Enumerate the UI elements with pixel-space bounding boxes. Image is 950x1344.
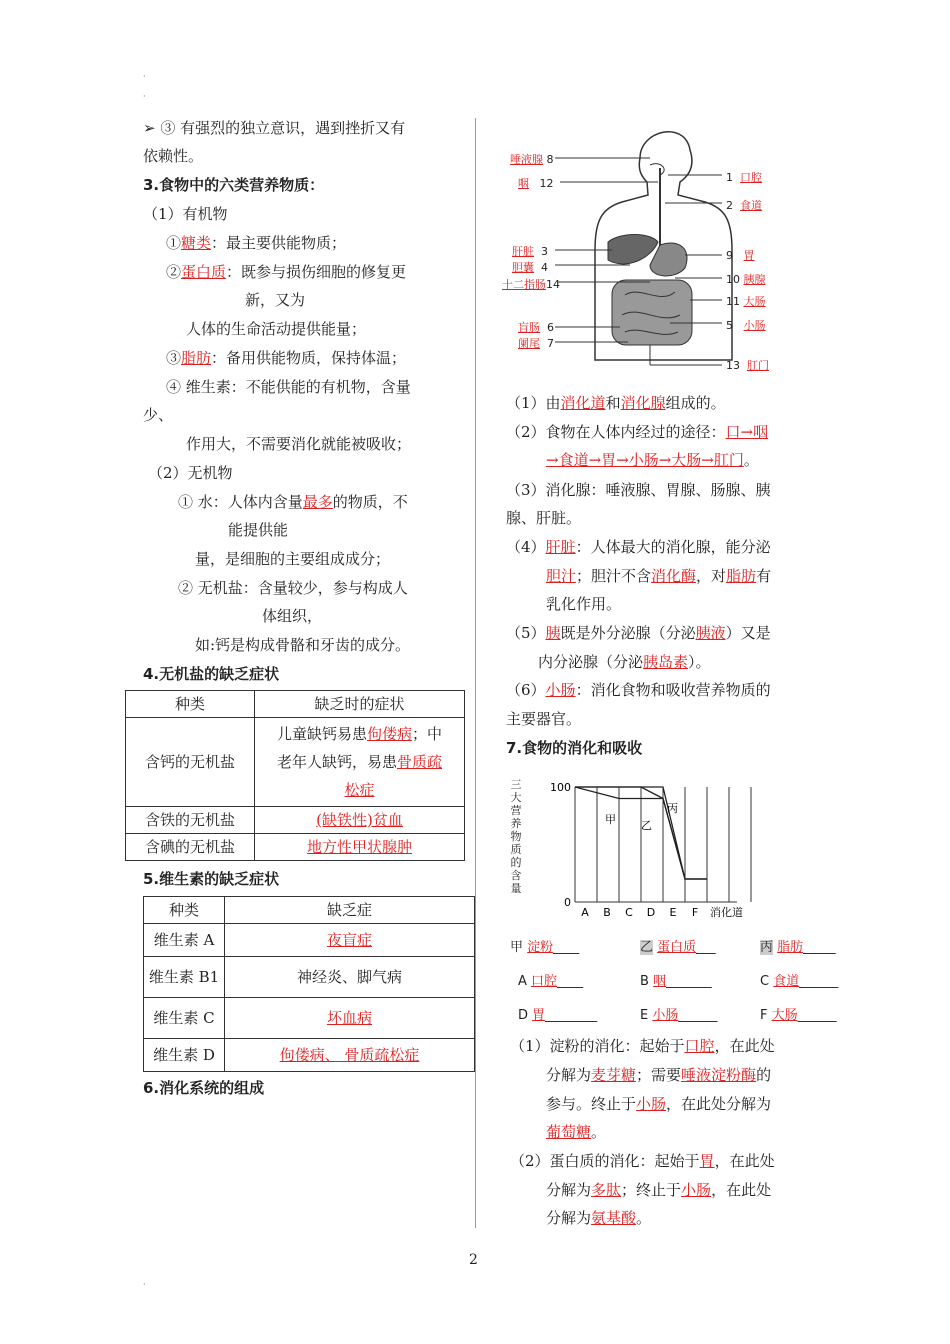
text-line: 少、 bbox=[143, 406, 174, 424]
table-cell: 维生素 D bbox=[144, 1039, 225, 1072]
s1-line: （1）淀粉的消化：起始于口腔，在此处 bbox=[510, 1037, 775, 1055]
q6-line: （6）小肠：消化食物和吸收营养物质的 bbox=[506, 681, 771, 699]
diagram-label: 5 小肠 bbox=[726, 319, 766, 332]
table-cell: 维生素 C bbox=[144, 998, 225, 1039]
column-divider bbox=[475, 118, 476, 1228]
table-cell: 维生素 B1 bbox=[144, 957, 225, 998]
table-cell: 夜盲症 bbox=[225, 924, 475, 957]
q1-line: （1）由消化道和消化腺组成的。 bbox=[506, 394, 726, 412]
table-header: 缺乏症 bbox=[225, 897, 475, 924]
x-tick-label: A bbox=[581, 906, 589, 919]
s1-line: 分解为麦芽糖；需要唾液淀粉酶的 bbox=[546, 1066, 772, 1084]
text-line: 主要器官。 bbox=[506, 710, 582, 728]
legend-item: F 大肠______ bbox=[760, 1008, 837, 1023]
chart-ylabel: 三大营养物质的含量 bbox=[510, 778, 522, 895]
s2-line: 分解为多肽；终止于小肠，在此处 bbox=[546, 1181, 772, 1199]
diagram-label: 肝脏 3 bbox=[512, 245, 548, 258]
vitamin-table bbox=[143, 896, 475, 1072]
x-tick-label: B bbox=[603, 906, 611, 919]
table-cell: 含钙的无机盐 bbox=[126, 718, 255, 807]
diagram-label: 阑尾 7 bbox=[518, 337, 554, 350]
table-cell: 坏血病 bbox=[225, 998, 475, 1039]
text-line: 能提供能 bbox=[228, 521, 289, 539]
legend-item: A 口腔____ bbox=[518, 974, 584, 989]
diagram-label: 9 胃 bbox=[726, 249, 755, 262]
legend-item: 乙 蛋白质___ bbox=[640, 940, 716, 955]
legend-item: E 小肠______ bbox=[640, 1008, 718, 1023]
sugar-line: ①糖类：最主要供能物质； bbox=[166, 234, 347, 252]
text-line: 如:钙是构成骨骼和牙齿的成分。 bbox=[195, 636, 411, 654]
q2-line: →食道→胃→小肠→大肠→肛门。 bbox=[546, 451, 759, 469]
diagram-label: 胆囊 4 bbox=[512, 261, 548, 274]
legend-item: 甲 淀粉____ bbox=[510, 940, 580, 955]
text-line: （3）消化腺：唾液腺、胃腺、肠腺、胰 bbox=[506, 481, 771, 499]
digestion-chart bbox=[505, 775, 765, 925]
text-line: ④ 维生素：不能供能的有机物，含量 bbox=[166, 378, 411, 396]
x-tick-label: E bbox=[669, 906, 677, 919]
mark: · bbox=[143, 72, 146, 81]
mark: · bbox=[143, 92, 146, 101]
s2-line: 分解为氨基酸。 bbox=[546, 1209, 652, 1227]
bullet-item: ➢ ③ 有强烈的独立意识，遇到挫折又有 bbox=[143, 119, 406, 137]
text-line: 作用大，不需要消化就能被吸收； bbox=[186, 435, 412, 453]
diagram-label: 唾液腺 8 bbox=[510, 153, 554, 166]
water-line: ① 水：人体内含量最多的物质，不 bbox=[178, 493, 408, 511]
diagram-label: 2 食道 bbox=[726, 199, 762, 212]
diagram-label: 十二指肠14 bbox=[502, 278, 560, 291]
table-header: 种类 bbox=[126, 691, 255, 718]
diagram-label: 盲肠 6 bbox=[518, 321, 554, 334]
text-line: 依赖性。 bbox=[143, 147, 204, 165]
text-line: 腺、肝脏。 bbox=[506, 509, 582, 527]
table-cell: 儿童缺钙易患佝偻病；中 老年人缺钙，易患骨质疏 松症 bbox=[255, 718, 465, 807]
s1-line: 葡萄糖。 bbox=[546, 1123, 607, 1141]
section-title: 4.无机盐的缺乏症状 bbox=[143, 665, 280, 683]
x-axis-label: 消化道 bbox=[710, 906, 743, 919]
diagram-label: 11 大肠 bbox=[726, 295, 766, 308]
series-label: 甲 bbox=[605, 813, 616, 826]
section-title: 3.食物中的六类营养物质： bbox=[143, 176, 325, 194]
series-label: 丙 bbox=[667, 802, 678, 815]
q4-line: （4）肝脏：人体最大的消化腺，能分泌 bbox=[506, 538, 771, 556]
table-header: 缺乏时的症状 bbox=[255, 691, 465, 718]
q5-line: 内分泌腺（分泌胰岛素）。 bbox=[538, 653, 711, 671]
mark: · bbox=[143, 1280, 146, 1289]
table-cell: 神经炎、脚气病 bbox=[225, 957, 475, 998]
page-number: 2 bbox=[469, 1252, 478, 1268]
x-tick-label: D bbox=[646, 906, 656, 919]
s1-line: 参与。终止于小肠，在此处分解为 bbox=[546, 1095, 772, 1113]
q5-line: （5）胰既是外分泌腺（分泌胰液）又是 bbox=[506, 624, 771, 642]
text-line: 人体的生命活动提供能量； bbox=[186, 320, 367, 338]
series-label: 乙 bbox=[641, 819, 652, 832]
protein-line: ②蛋白质：既参与损伤细胞的修复更 bbox=[166, 263, 407, 281]
q4-line: 胆汁；胆汁不含消化酶，对脂肪有 bbox=[546, 567, 772, 585]
section-title: 7.食物的消化和吸收 bbox=[506, 739, 643, 757]
s2-line: （2）蛋白质的消化：起始于胃，在此处 bbox=[510, 1152, 775, 1170]
table-cell: 含碘的无机盐 bbox=[126, 834, 255, 861]
table-cell: 维生素 A bbox=[144, 924, 225, 957]
table-cell: 地方性甲状腺肿 bbox=[255, 834, 465, 861]
legend-item: D 胃________ bbox=[518, 1008, 598, 1023]
diagram-label: 13 肛门 bbox=[726, 359, 769, 372]
section-title: 5.维生素的缺乏症状 bbox=[143, 870, 280, 888]
y-tick-label: 100 bbox=[550, 781, 571, 794]
table-cell: 佝偻病、 骨质疏松症 bbox=[225, 1039, 475, 1072]
q2-line: （2）食物在人体内经过的途径：口→咽 bbox=[506, 423, 769, 441]
x-tick-label: C bbox=[625, 906, 633, 919]
mineral-table bbox=[125, 690, 465, 861]
text-line: 新，又为 bbox=[245, 291, 306, 309]
diagram-label: 1 口腔 bbox=[726, 171, 762, 184]
diagram-label: 咽 12 bbox=[518, 177, 554, 190]
table-cell: (缺铁性)贫血 bbox=[255, 807, 465, 834]
text-line: （1）有机物 bbox=[143, 205, 228, 223]
diagram-label: 10 胰腺 bbox=[726, 273, 766, 286]
table-header: 种类 bbox=[144, 897, 225, 924]
text-line: 量，是细胞的主要组成成分； bbox=[195, 550, 391, 568]
text-line: 体组织， bbox=[262, 607, 323, 625]
section-title: 6.消化系统的组成 bbox=[143, 1079, 265, 1097]
legend-item: B 咽_______ bbox=[640, 974, 712, 989]
text-line: ② 无机盐：含量较少，参与构成人 bbox=[178, 579, 408, 597]
fat-line: ③脂肪：备用供能物质，保持体温； bbox=[166, 349, 407, 367]
legend-item: 丙 脂肪_____ bbox=[760, 940, 836, 955]
x-tick-label: F bbox=[691, 906, 699, 919]
legend-item: C 食道______ bbox=[760, 974, 839, 989]
y-tick-label: 0 bbox=[564, 896, 571, 909]
text-line: （2）无机物 bbox=[148, 464, 233, 482]
table-cell: 含铁的无机盐 bbox=[126, 807, 255, 834]
text-line: 乳化作用。 bbox=[546, 595, 622, 613]
